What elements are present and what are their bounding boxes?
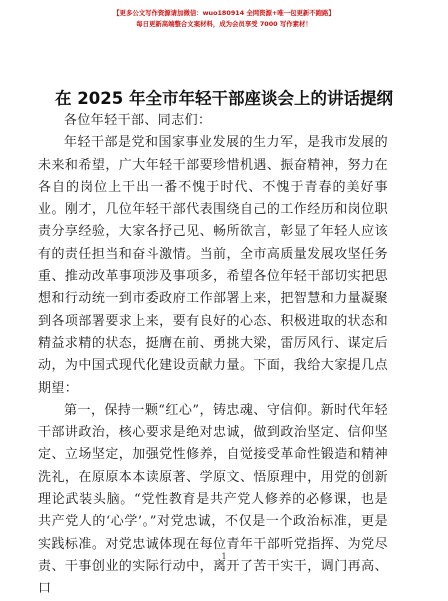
greeting: 各位年轻干部、同志们： — [64, 113, 212, 128]
promo-banner-line-1: 【更多公文写作资源请加微信：wuo180914 全网资源+唯一包更新不跑路】 — [113, 9, 335, 17]
promo-banner-line-2: 每日更新高端整合文案材料，成为会员享受 7000 写作素材！ — [136, 20, 312, 28]
document-body — [38, 110, 388, 601]
paragraph-intro: 年轻干部是党和国家事业发展的生力军，是我市发展的未来和希望，广大年轻干部要珍惜机遇、振奋精神，努力在各自的岗位上干出一番不愧于时代、不愧于青春的美好事业。刚才，几位年轻干部代表围绕自己的工作经历和岗位职责分享经验，大家各抒己见、畅所欲言，彰显了年轻人应该有的责任担当和奋斗激情。当前，全市高质量发展攻坚任务重、推动改革事项涉及事项多，希望各位年轻干部切实把思想和行动统一到市委政府工作部署上来，把智慧和力量凝聚到各项部署要求上来，要有良好的心态、积极进取的状态和精益求精的状态，挺膺在前、勇挑大梁，雷厉风行、谋定后动，为中国式现代化建设贡献力量。下面，我给大家提几点期望： — [38, 135, 388, 396]
paragraph-first-point: 第一，保持一颗“红心”，铸忠魂、守信仰。新时代年轻干部讲政治，核心要求是绝对忠诚，做到政治坚定、信仰坚定、立场坚定，加强党性修养，自觉接受革命性锻造和精神洗礼，在原原本本读原著、学原文、悟原理中，用党的创新理论武装头脑。“党性教育是共产党人修养的必修课，也是共产党人的‘心学’。”对党忠诚，不仅是一个政治标准，更是实践标准。对党忠诚体现在每位青年干部听党指挥、为党尽责、干事创业的实际行动中，离开了苦干实干，调门再高、口 — [38, 402, 388, 597]
document-title: 在 2025 年全市年轻干部座谈会上的讲话提纲 — [55, 89, 393, 108]
page-number: 1 — [221, 552, 227, 561]
